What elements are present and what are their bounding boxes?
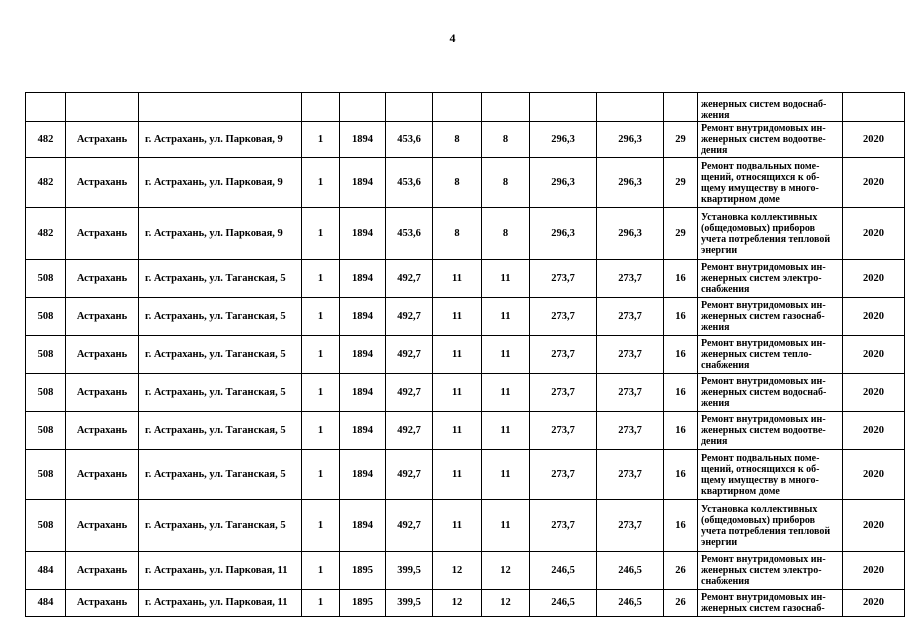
col-6-cell: 16 xyxy=(664,412,698,450)
city-cell: Астрахань xyxy=(66,158,139,208)
col-3-cell: 11 xyxy=(482,336,530,374)
city-cell: Астрахань xyxy=(66,260,139,298)
house-id-cell: 508 xyxy=(26,374,66,412)
page-number: 4 xyxy=(449,31,456,45)
col-4-cell: 296,3 xyxy=(530,208,597,260)
address-cell: г. Астрахань, ул. Таганская, 5 xyxy=(139,298,302,336)
house-id-cell: 508 xyxy=(26,336,66,374)
col-4-cell: 273,7 xyxy=(530,298,597,336)
col-4-cell: 273,7 xyxy=(530,500,597,552)
col-3-cell: 8 xyxy=(482,158,530,208)
col-1-cell: 1 xyxy=(302,590,340,617)
work-type-cell: Установка коллективных (общедомовых) приборов учета потребления тепловой энергии xyxy=(698,208,843,260)
col-3-cell: 11 xyxy=(482,374,530,412)
col-2-cell: 8 xyxy=(433,122,482,158)
plan-year-cell: 2020 xyxy=(843,450,905,500)
year-cell: 1894 xyxy=(340,158,386,208)
area-cell: 492,7 xyxy=(386,336,433,374)
col-5-cell: 296,3 xyxy=(597,208,664,260)
col-2-cell: 12 xyxy=(433,552,482,590)
col-2-cell: 11 xyxy=(433,450,482,500)
continuation-row xyxy=(26,93,905,122)
col-2-cell: 11 xyxy=(433,500,482,552)
plan-year-cell: 2020 xyxy=(843,336,905,374)
plan-year-cell: 2020 xyxy=(843,552,905,590)
col-1-cell: 1 xyxy=(302,122,340,158)
table-row xyxy=(26,412,905,450)
year-cell: 1894 xyxy=(340,208,386,260)
col-6-cell: 16 xyxy=(664,336,698,374)
col-5-cell: 273,7 xyxy=(597,260,664,298)
address-cell: г. Астрахань, ул. Парковая, 11 xyxy=(139,590,302,617)
work-type-cell: Ремонт внутридомовых ин- женерных систем электро- снабжения xyxy=(698,552,843,590)
table-row xyxy=(26,450,905,500)
house-id-cell: 484 xyxy=(26,552,66,590)
col-5-cell: 273,7 xyxy=(597,412,664,450)
col-1-cell: 1 xyxy=(302,158,340,208)
col-2-cell: 11 xyxy=(433,412,482,450)
city-cell: Астрахань xyxy=(66,374,139,412)
col-2-cell: 11 xyxy=(433,336,482,374)
col-4-cell: 273,7 xyxy=(530,336,597,374)
area-cell: 492,7 xyxy=(386,500,433,552)
col-6-cell: 16 xyxy=(664,374,698,412)
col-5-cell: 296,3 xyxy=(597,122,664,158)
plan-year-cell: 2020 xyxy=(843,500,905,552)
col-3-cell: 11 xyxy=(482,298,530,336)
plan-year-cell: 2020 xyxy=(843,208,905,260)
col-5-cell: 246,5 xyxy=(597,552,664,590)
col-1-cell: 1 xyxy=(302,298,340,336)
repair-schedule-table xyxy=(25,92,905,617)
area-cell: 492,7 xyxy=(386,298,433,336)
plan-year-cell: 2020 xyxy=(843,122,905,158)
house-id-cell: 484 xyxy=(26,590,66,617)
address-cell: г. Астрахань, ул. Таганская, 5 xyxy=(139,260,302,298)
col-1-cell: 1 xyxy=(302,552,340,590)
col-1-cell: 1 xyxy=(302,374,340,412)
col-3-cell: 8 xyxy=(482,208,530,260)
col-6-cell: 29 xyxy=(664,158,698,208)
house-id-cell: 508 xyxy=(26,260,66,298)
table-row xyxy=(26,500,905,552)
city-cell: Астрахань xyxy=(66,298,139,336)
table-row xyxy=(26,374,905,412)
plan-year-cell: 2020 xyxy=(843,260,905,298)
col-2-cell: 11 xyxy=(433,260,482,298)
table-row xyxy=(26,298,905,336)
house-id-cell: 482 xyxy=(26,158,66,208)
col-4-cell: 273,7 xyxy=(530,260,597,298)
year-cell: 1894 xyxy=(340,122,386,158)
address-cell: г. Астрахань, ул. Парковая, 9 xyxy=(139,122,302,158)
col-6-cell: 16 xyxy=(664,450,698,500)
work-type-cell: Ремонт внутридомовых ин- женерных систем водоотве- дения xyxy=(698,412,843,450)
col-3-cell: 8 xyxy=(482,122,530,158)
table-row xyxy=(26,336,905,374)
year-cell: 1894 xyxy=(340,260,386,298)
house-id-cell: 482 xyxy=(26,208,66,260)
col-3-cell: 12 xyxy=(482,590,530,617)
year-cell: 1895 xyxy=(340,552,386,590)
house-id-cell: 508 xyxy=(26,450,66,500)
col-4-cell: 273,7 xyxy=(530,374,597,412)
col-4-cell: 273,7 xyxy=(530,450,597,500)
house-id-cell: 508 xyxy=(26,500,66,552)
table-row xyxy=(26,260,905,298)
year-cell: 1894 xyxy=(340,412,386,450)
area-cell: 399,5 xyxy=(386,590,433,617)
col-4-cell: 246,5 xyxy=(530,590,597,617)
year-cell: 1894 xyxy=(340,500,386,552)
col-2-cell: 12 xyxy=(433,590,482,617)
area-cell: 492,7 xyxy=(386,374,433,412)
year-cell: 1895 xyxy=(340,590,386,617)
col-1-cell: 1 xyxy=(302,412,340,450)
area-cell: 492,7 xyxy=(386,260,433,298)
table-row xyxy=(26,158,905,208)
area-cell: 453,6 xyxy=(386,122,433,158)
col-2-cell: 8 xyxy=(433,208,482,260)
house-id-cell: 482 xyxy=(26,122,66,158)
work-type-cell: Ремонт подвальных поме- щений, относящихся к об- щему имуществу в много- квартирном доме xyxy=(698,450,843,500)
col-4-cell: 273,7 xyxy=(530,412,597,450)
work-type-cell: женерных систем водоснаб- жения xyxy=(698,93,843,122)
col-5-cell: 273,7 xyxy=(597,336,664,374)
address-cell: г. Астрахань, ул. Парковая, 9 xyxy=(139,158,302,208)
work-type-cell: Ремонт внутридомовых ин- женерных систем водоснаб- жения xyxy=(698,374,843,412)
table-body xyxy=(26,93,905,617)
col-6-cell: 29 xyxy=(664,208,698,260)
year-cell: 1894 xyxy=(340,298,386,336)
col-6-cell: 16 xyxy=(664,500,698,552)
col-3-cell: 12 xyxy=(482,552,530,590)
address-cell: г. Астрахань, ул. Парковая, 11 xyxy=(139,552,302,590)
work-type-cell: Ремонт внутридомовых ин- женерных систем водоотве- дения xyxy=(698,122,843,158)
col-4-cell: 296,3 xyxy=(530,122,597,158)
city-cell: Астрахань xyxy=(66,336,139,374)
year-cell: 1894 xyxy=(340,450,386,500)
plan-year-cell: 2020 xyxy=(843,412,905,450)
area-cell: 453,6 xyxy=(386,158,433,208)
city-cell: Астрахань xyxy=(66,552,139,590)
address-cell: г. Астрахань, ул. Таганская, 5 xyxy=(139,500,302,552)
house-id-cell: 508 xyxy=(26,298,66,336)
col-1-cell: 1 xyxy=(302,260,340,298)
work-type-cell: Ремонт внутридомовых ин- женерных систем электро- снабжения xyxy=(698,260,843,298)
plan-year-cell: 2020 xyxy=(843,590,905,617)
col-3-cell: 11 xyxy=(482,500,530,552)
work-type-cell: Ремонт внутридомовых ин- женерных систем газоснаб- жения xyxy=(698,298,843,336)
col-5-cell: 273,7 xyxy=(597,374,664,412)
col-6-cell: 26 xyxy=(664,552,698,590)
work-type-cell: Ремонт внутридомовых ин- женерных систем газоснаб- xyxy=(698,590,843,617)
col-2-cell: 8 xyxy=(433,158,482,208)
col-5-cell: 246,5 xyxy=(597,590,664,617)
table-row xyxy=(26,122,905,158)
col-6-cell: 26 xyxy=(664,590,698,617)
col-6-cell: 16 xyxy=(664,260,698,298)
col-5-cell: 273,7 xyxy=(597,500,664,552)
address-cell: г. Астрахань, ул. Таганская, 5 xyxy=(139,336,302,374)
col-4-cell: 246,5 xyxy=(530,552,597,590)
area-cell: 492,7 xyxy=(386,412,433,450)
col-2-cell: 11 xyxy=(433,298,482,336)
city-cell: Астрахань xyxy=(66,122,139,158)
plan-year-cell: 2020 xyxy=(843,158,905,208)
col-5-cell: 273,7 xyxy=(597,298,664,336)
address-cell: г. Астрахань, ул. Парковая, 9 xyxy=(139,208,302,260)
table-row xyxy=(26,590,905,617)
house-id-cell: 508 xyxy=(26,412,66,450)
col-5-cell: 273,7 xyxy=(597,450,664,500)
city-cell: Астрахань xyxy=(66,590,139,617)
col-1-cell: 1 xyxy=(302,208,340,260)
year-cell: 1894 xyxy=(340,374,386,412)
col-1-cell: 1 xyxy=(302,450,340,500)
address-cell: г. Астрахань, ул. Таганская, 5 xyxy=(139,412,302,450)
col-4-cell: 296,3 xyxy=(530,158,597,208)
city-cell: Астрахань xyxy=(66,500,139,552)
city-cell: Астрахань xyxy=(66,450,139,500)
col-1-cell: 1 xyxy=(302,500,340,552)
col-2-cell: 11 xyxy=(433,374,482,412)
col-3-cell: 11 xyxy=(482,412,530,450)
plan-year-cell: 2020 xyxy=(843,374,905,412)
col-1-cell: 1 xyxy=(302,336,340,374)
col-3-cell: 11 xyxy=(482,450,530,500)
city-cell: Астрахань xyxy=(66,412,139,450)
city-cell: Астрахань xyxy=(66,208,139,260)
table-row xyxy=(26,552,905,590)
work-type-cell: Ремонт внутридомовых ин- женерных систем тепло- снабжения xyxy=(698,336,843,374)
area-cell: 399,5 xyxy=(386,552,433,590)
area-cell: 492,7 xyxy=(386,450,433,500)
address-cell: г. Астрахань, ул. Таганская, 5 xyxy=(139,374,302,412)
plan-year-cell: 2020 xyxy=(843,298,905,336)
table-row xyxy=(26,208,905,260)
work-type-cell: Установка коллективных (общедомовых) приборов учета потребления тепловой энергии xyxy=(698,500,843,552)
col-5-cell: 296,3 xyxy=(597,158,664,208)
address-cell: г. Астрахань, ул. Таганская, 5 xyxy=(139,450,302,500)
col-6-cell: 29 xyxy=(664,122,698,158)
year-cell: 1894 xyxy=(340,336,386,374)
area-cell: 453,6 xyxy=(386,208,433,260)
work-type-cell: Ремонт подвальных поме- щений, относящихся к об- щему имуществу в много- квартирном доме xyxy=(698,158,843,208)
col-6-cell: 16 xyxy=(664,298,698,336)
col-3-cell: 11 xyxy=(482,260,530,298)
